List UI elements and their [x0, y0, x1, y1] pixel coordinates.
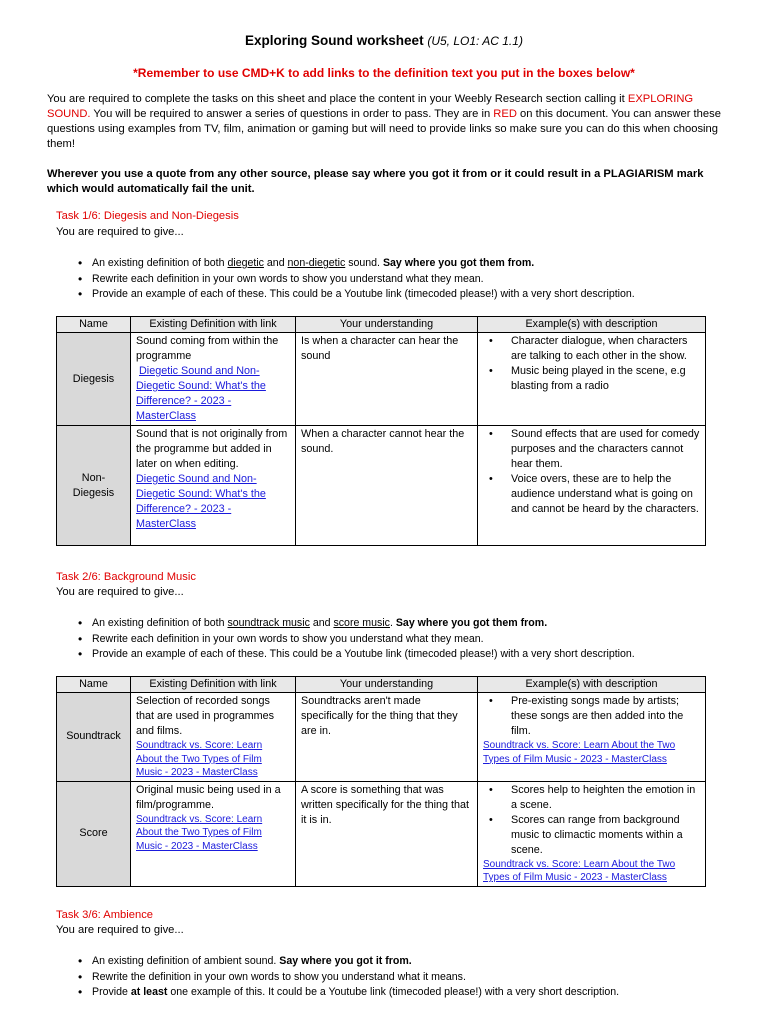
definition-cell: Sound that is not originally from the programme but added in later on when editing. Diegetic Sound and Non-Diegetic Sound: What's the Difference? - 2023 - MasterClass — [131, 426, 296, 546]
list-item: • An existing definition of both diegetic and non-diegetic sound. Say where you got them from. — [92, 256, 635, 272]
list-item: • Rewrite each definition in your own words to show you understand what they mean. — [92, 632, 635, 648]
table-row — [57, 333, 706, 426]
examples-cell — [478, 426, 706, 546]
task-1-subheading: You are required to give... — [56, 226, 184, 238]
row-name: Diegesis — [57, 333, 131, 426]
column-header: Name — [57, 677, 131, 693]
definition-cell: Selection of recorded songs that are used in programmes and films. Soundtrack vs. Score: Learn About the Two Types of Film Music - 2023 - MasterClass — [131, 693, 296, 782]
examples-cell — [478, 333, 706, 426]
understanding-cell: When a character cannot hear the sound. — [296, 426, 478, 546]
examples-cell — [478, 693, 706, 782]
definition-link[interactable]: Diegetic Sound and Non-Diegetic Sound: What's the Difference? - 2023 - MasterClass — [136, 365, 266, 422]
list-item: • Scores can range from background music to climactic moments within a scene. — [511, 813, 700, 858]
list-item: • Voice overs, these are to help the audience understand what is going on and cannot be heard by the characters. — [511, 472, 700, 517]
table-row — [57, 426, 706, 546]
page-title: Exploring Sound worksheet (U5, LO1: AC 1.1) — [245, 33, 523, 48]
column-header: Example(s) with description — [478, 317, 706, 333]
task-1-heading: Task 1/6: Diegesis and Non-Diegesis — [56, 210, 239, 222]
reminder-note: *Remember to use CMD+K to add links to the definition text you put in the boxes below* — [133, 66, 635, 80]
list-item: • Provide an example of each of these. This could be a Youtube link (timecoded please!) with a very short description. — [92, 647, 635, 663]
task-2-table — [56, 676, 706, 887]
definition-cell: Sound coming from within the programme Diegetic Sound and Non-Diegetic Sound: What's the Difference? - 2023 - MasterClass — [131, 333, 296, 426]
list-item: • Sound effects that are used for comedy purposes and the characters cannot hear them. — [511, 427, 700, 472]
column-header: Name — [57, 317, 131, 333]
definition-link[interactable]: Soundtrack vs. Score: Learn About the Two Types of Film Music - 2023 - MasterClass — [136, 740, 263, 778]
table-header-row — [57, 677, 706, 693]
list-item: • Music being played in the scene, e.g blasting from a radio — [511, 364, 700, 394]
plagiarism-warning: Wherever you use a quote from any other source, please say where you got it from or it could result in a PLAGIARISM mark which would automatically fail the unit. — [47, 168, 704, 195]
list-item: • Rewrite the definition in your own words to show you understand what it means. — [92, 970, 619, 986]
example-link[interactable]: Soundtrack vs. Score: Learn About the Two Types of Film Music - 2023 - MasterClass — [483, 858, 676, 883]
table-header-row — [57, 317, 706, 333]
task-3-heading: Task 3/6: Ambience — [56, 909, 154, 921]
row-name: Non-Diegesis — [57, 426, 131, 546]
list-item: • Scores help to heighten the emotion in a scene. — [511, 783, 700, 813]
understanding-cell: Is when a character can hear the sound — [296, 333, 478, 426]
row-name: Score — [57, 781, 131, 886]
task-3-bullets — [56, 954, 619, 1001]
understanding-cell: A score is something that was written specifically for the thing that it is in. — [296, 781, 478, 886]
understanding-cell: Soundtracks aren't made specifically for the thing that they are in. — [296, 693, 478, 782]
title-reference: (U5, LO1: AC 1.1) — [427, 34, 523, 48]
column-header: Example(s) with description — [478, 677, 706, 693]
task-2-subheading: You are required to give... — [56, 586, 184, 598]
task-2-heading: Task 2/6: Background Music — [56, 571, 196, 583]
column-header: Existing Definition with link — [131, 317, 296, 333]
definition-cell: Original music being used in a film/programme. Soundtrack vs. Score: Learn About the Two Types of Film Music - 2023 - MasterClass — [131, 781, 296, 886]
intro-paragraph: You are required to complete the tasks on this sheet and place the content in your Weebly Research section calling it EXPLORING SOUND. You will be required to answer a series of questions in order to pass. They are in RED on this document. You can answer these questions using examples from TV, film, animation or gaming but will need to provide links so make sure you can do this when choosing them! — [47, 93, 721, 150]
examples-cell — [478, 781, 706, 886]
list-item: • Pre-existing songs made by artists; these songs are then added into the film. — [511, 694, 700, 739]
definition-link[interactable]: Diegetic Sound and Non-Diegetic Sound: What's the Difference? - 2023 - MasterClass — [136, 473, 266, 530]
column-header: Your understanding — [296, 677, 478, 693]
definition-link[interactable]: Soundtrack vs. Score: Learn About the Two Types of Film Music - 2023 - MasterClass — [136, 813, 263, 852]
example-link[interactable]: Soundtrack vs. Score: Learn About the Two Types of Film Music - 2023 - MasterClass — [483, 740, 676, 765]
task-2-bullets — [56, 616, 635, 663]
task-3-subheading: You are required to give... — [56, 924, 184, 936]
list-item: • An existing definition of both soundtrack music and score music. Say where you got them from. — [92, 616, 635, 632]
task-1-bullets — [56, 256, 635, 303]
table-row — [57, 781, 706, 886]
column-header: Existing Definition with link — [131, 677, 296, 693]
list-item: • Provide at least one example of this. It could be a Youtube link (timecoded please!) with a very short description. — [92, 985, 619, 1001]
table-row — [57, 693, 706, 782]
row-name: Soundtrack — [57, 693, 131, 782]
list-item: • Rewrite each definition in your own words to show you understand what they mean. — [92, 272, 635, 288]
task-1-table — [56, 316, 706, 546]
column-header: Your understanding — [296, 317, 478, 333]
list-item: • Character dialogue, when characters are talking to each other in the show. — [511, 334, 700, 364]
list-item: • Provide an example of each of these. This could be a Youtube link (timecoded please!) with a very short description. — [92, 287, 635, 303]
list-item: • An existing definition of ambient sound. Say where you got it from. — [92, 954, 619, 970]
